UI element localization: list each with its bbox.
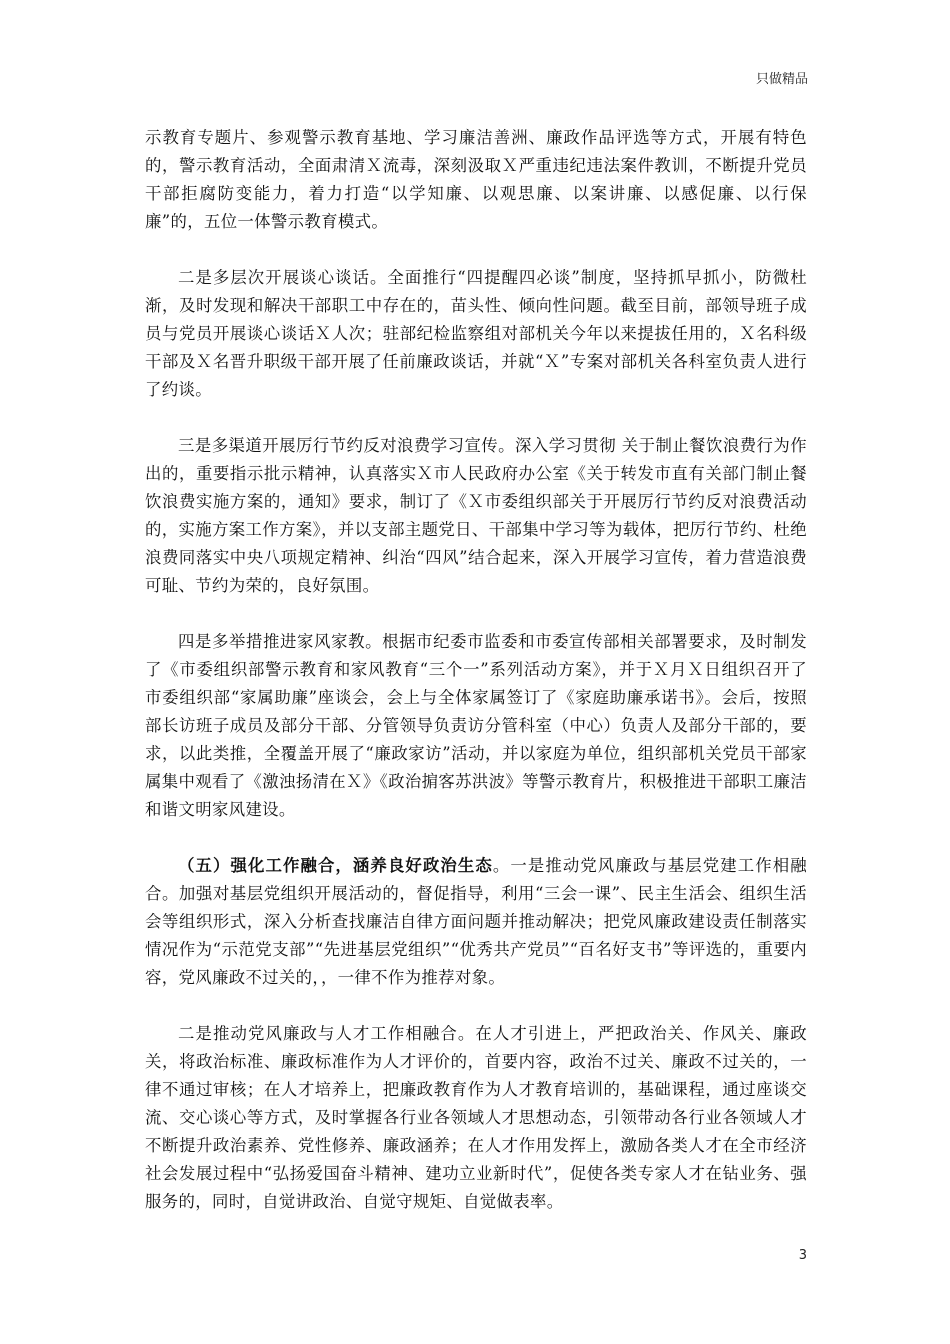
paragraph-section-five — [145, 852, 807, 992]
paragraph-text: 示教育专题片、参观警示教育基地、学习廉洁善洲、廉政作品评选等方式，开展有特色的，警示教育活动，全面肃清Ｘ流毒，深刻汲取Ｘ严重违纪违法案件教训，不断提升党员干部拒腐防变能力，着力打造“以学知廉、以观思廉、以案讲廉、以感促廉、以行保廉”的，五位一体警示教育模式。 — [145, 128, 807, 231]
header-tag: 只做精品 — [755, 72, 808, 87]
paragraph-text: 二是推动党风廉政与人才工作相融合。在人才引进上，严把政治关、作风关、廉政关，将政治标准、廉政标准作为人才评价的，首要内容，政治不过关、廉政不过关的，一律不通过审核；在人才培养上，把廉政教育作为人才教育培训的，基础课程，通过座谈交流、交心谈心等方式，及时掌握各行业各领域人才思想动态，引领带动各行业各领域人才不断提升政治素养、党性修养、廉政涵养；在人才作用发挥上，激励各类人才在全市经济社会发展过程中“弘扬爱国奋斗精神、建功立业新时代”，促使各类专家人才在钻业务、强服务的，同时，自觉讲政治、自觉守规矩、自觉做表率。 — [145, 1024, 807, 1211]
paragraph-thrift-campaign — [145, 432, 807, 600]
paragraph-text: 四是多举措推进家风家教。根据市纪委市监委和市委宣传部相关部署要求，及时制发了《市委组织部警示教育和家风教育“三个一”系列活动方案》，并于Ｘ月Ｘ日组织召开了市委组织部“家属助廉”座谈会，会上与全体家属签订了《家庭助廉承诺书》。会后，按照部长访班子成员及部分干部、分管领导负责访分管科室（中心）负责人及部分干部的，要求，以此类推，全覆盖开展了“廉政家访”活动，并以家庭为单位，组织部机关党员干部家属集中观看了《激浊扬清在Ｘ》《政治掮客苏洪波》等警示教育片，积极推进干部职工廉洁和谐文明家风建设。 — [145, 632, 807, 819]
page-number: 3 — [798, 1248, 807, 1263]
paragraph-talent-integration — [145, 1020, 807, 1216]
paragraph-family-ethics — [145, 628, 807, 824]
paragraph-text: 三是多渠道开展厉行节约反对浪费学习宣传。深入学习贯彻 关于制止餐饮浪费行为作出的，重要指示批示精神，认真落实Ｘ市人民政府办公室《关于转发市直有关部门制止餐饮浪费实施方案的，通知》要求，制订了《Ｘ市委组织部关于开展厉行节约反对浪费活动的，实施方案工作方案》，并以支部主题党日、干部集中学习等为载体，把厉行节约、杜绝浪费同落实中央八项规定精神、纠治“四风”结合起来，深入开展学习宣传，着力营造浪费可耻、节约为荣的，良好氛围。 — [145, 436, 807, 595]
paragraph-warning-education — [145, 124, 807, 236]
paragraph-text: 二是多层次开展谈心谈话。全面推行“四提醒四必谈”制度，坚持抓早抓小，防微杜渐，及时发现和解决干部职工中存在的，苗头性、倾向性问题。截至目前，部领导班子成员与党员开展谈心谈话Ｘ人次；驻部纪检监察组对部机关今年以来提拔任用的，Ｘ名科级干部及Ｘ名晋升职级干部开展了任前廉政谈话，并就“Ｘ”专案对部机关各科室负责人进行了约谈。 — [145, 268, 807, 399]
section-heading: （五）强化工作融合，涵养良好政治生态 — [178, 856, 493, 875]
document-body — [145, 124, 807, 1244]
paragraph-heart-to-heart-talks — [145, 264, 807, 404]
paragraph-text: 。一是推动党风廉政与基层党建工作相融合。加强对基层党组织开展活动的，督促指导，利用“三会一课”、民主生活会、组织生活会等组织形式，深入分析查找廉洁自律方面问题并推动解决；把党风廉政建设责任制落实情况作为“示范党支部”“先进基层党组织”“优秀共产党员”“百名好支书”等评选的，重要内容，党风廉政不过关的，，一律不作为推荐对象。 — [145, 856, 807, 987]
